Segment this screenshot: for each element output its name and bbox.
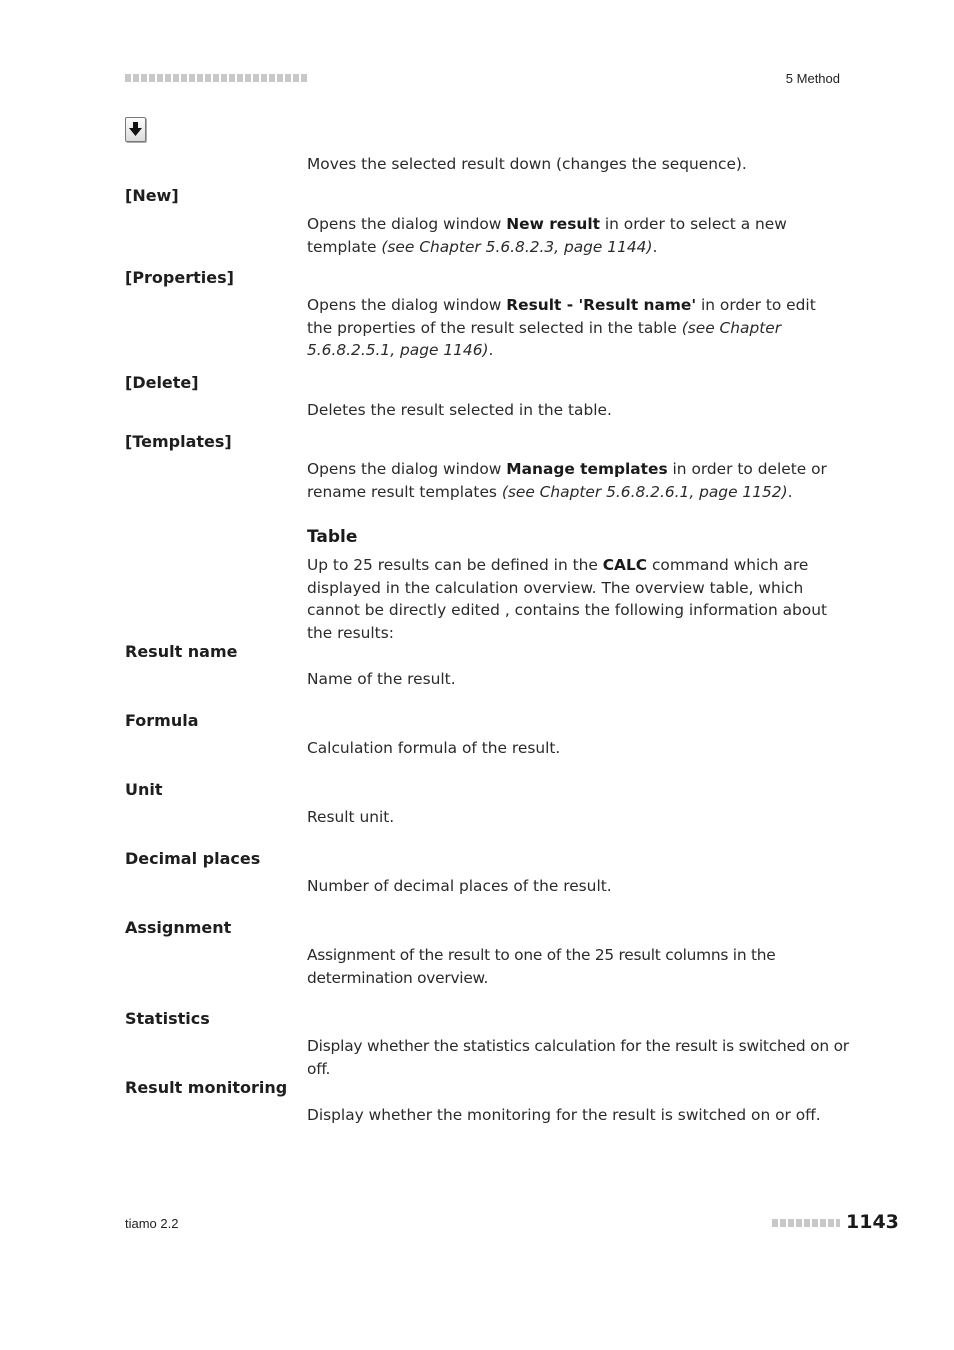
- move-down-description: Moves the selected result down (changes the sequence).: [307, 155, 747, 173]
- cross-reference: (see Chapter 5.6.8.2.3, page 1144): [381, 237, 653, 256]
- term-templates: [Templates]: [125, 432, 232, 451]
- templates-description: Opens the dialog window Manage templates in order to delete or rename result templates (see Chapter 5.6.8.2.6.1, page 1152).: [307, 460, 827, 501]
- term-delete: [Delete]: [125, 373, 199, 392]
- properties-description: Opens the dialog window Result - 'Result name' in order to edit the properties of the result selected in the table (see Chapter 5.6.8.2.5.1, page 1146).: [307, 296, 816, 359]
- unit-description: Result unit.: [307, 808, 395, 826]
- statistics-description: Display whether the statistics calculation for the result is switched on or off.: [307, 1037, 849, 1078]
- header-section-title: 5 Method: [785, 71, 840, 86]
- term-unit: Unit: [125, 780, 163, 799]
- result-monitoring-description: Display whether the monitoring for the result is switched on or off.: [307, 1106, 821, 1124]
- assignment-description: Assignment of the result to one of the 25 result columns in the determination overview.: [307, 946, 776, 987]
- formula-description: Calculation formula of the result.: [307, 739, 561, 757]
- footer-decoration: [772, 1219, 840, 1227]
- term-result-monitoring: Result monitoring: [125, 1078, 288, 1097]
- arrow-down-icon: [129, 122, 142, 137]
- new-description: Opens the dialog window New result in order to select a new template (see Chapter 5.6.8.2.3, page 1144).: [307, 215, 787, 256]
- cross-reference: (see Chapter 5.6.8.2.5.1, page 1146): [307, 318, 782, 359]
- term-decimal-places: Decimal places: [125, 849, 261, 868]
- delete-description: Deletes the result selected in the table.: [307, 401, 612, 419]
- section-heading-table: Table: [307, 527, 358, 547]
- term-properties: [Properties]: [125, 268, 234, 287]
- page-number: 1143: [846, 1211, 899, 1233]
- result-name-description: Name of the result.: [307, 670, 456, 688]
- term-formula: Formula: [125, 711, 199, 730]
- header-decoration: [125, 74, 307, 82]
- term-assignment: Assignment: [125, 918, 232, 937]
- table-intro: Up to 25 results can be defined in the CALC command which are displayed in the calculation overview. The overview table, which cannot be directly edited , contains the following information about the results:: [307, 556, 828, 642]
- cross-reference: (see Chapter 5.6.8.2.6.1, page 1152): [501, 482, 788, 501]
- term-statistics: Statistics: [125, 1009, 210, 1028]
- term-result-name: Result name: [125, 642, 238, 661]
- move-down-button: [125, 117, 146, 142]
- footer-product: tiamo 2.2: [125, 1216, 179, 1231]
- term-new: [New]: [125, 186, 179, 205]
- decimal-places-description: Number of decimal places of the result.: [307, 877, 612, 895]
